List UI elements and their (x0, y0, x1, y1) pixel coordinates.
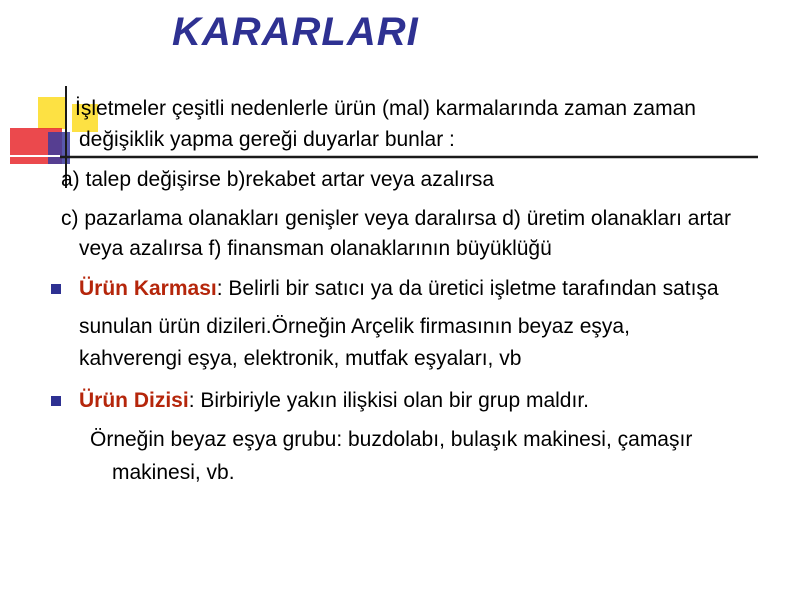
bullet-1-line-2: sunulan ürün dizileri.Örneğin Arçelik firmasının beyaz eşya, (79, 315, 630, 338)
term-urun-dizisi: Ürün Dizisi (79, 389, 189, 412)
slide-title: KARARLARI (172, 10, 419, 54)
bullet-1-line-1 (79, 276, 719, 302)
term-urun-karmasi: Ürün Karması (79, 277, 217, 300)
bullet-2-example-2: makinesi, vb. (112, 461, 235, 484)
bullet-2-text-1: : Birbiriyle yakın ilişkisi olan bir grup maldır. (188, 389, 589, 412)
yellow-square-left (38, 97, 66, 129)
reasons-line-2: c) pazarlama olanakları genişler veya daralırsa d) üretim olanakları artar (61, 207, 731, 230)
reasons-line-1: a) talep değişirse b)rekabet artar veya azalırsa (61, 168, 495, 191)
intro-line-2: değişiklik yapma gereği duyarlar bunlar : (79, 128, 455, 151)
bullet-1-line-3: kahverengi eşya, elektronik, mutfak eşyaları, vb (79, 347, 522, 370)
reasons-line-3: veya azalırsa f) finansman olanaklarının büyüklüğü (79, 237, 552, 260)
bullet-marker-1 (51, 284, 61, 294)
bullet-2-line-1 (79, 388, 589, 414)
intro-line-1: İşletmeler çeşitli nedenlerle ürün (mal) karmalarında zaman zaman (75, 97, 696, 120)
bullet-2-example-1: Örneğin beyaz eşya grubu: buzdolabı, bulaşık makinesi, çamaşır (90, 428, 693, 451)
bullet-1-text-1: : Belirli bir satıcı ya da üretici işletme tarafından satışa (216, 277, 719, 300)
bullet-marker-2 (51, 396, 61, 406)
